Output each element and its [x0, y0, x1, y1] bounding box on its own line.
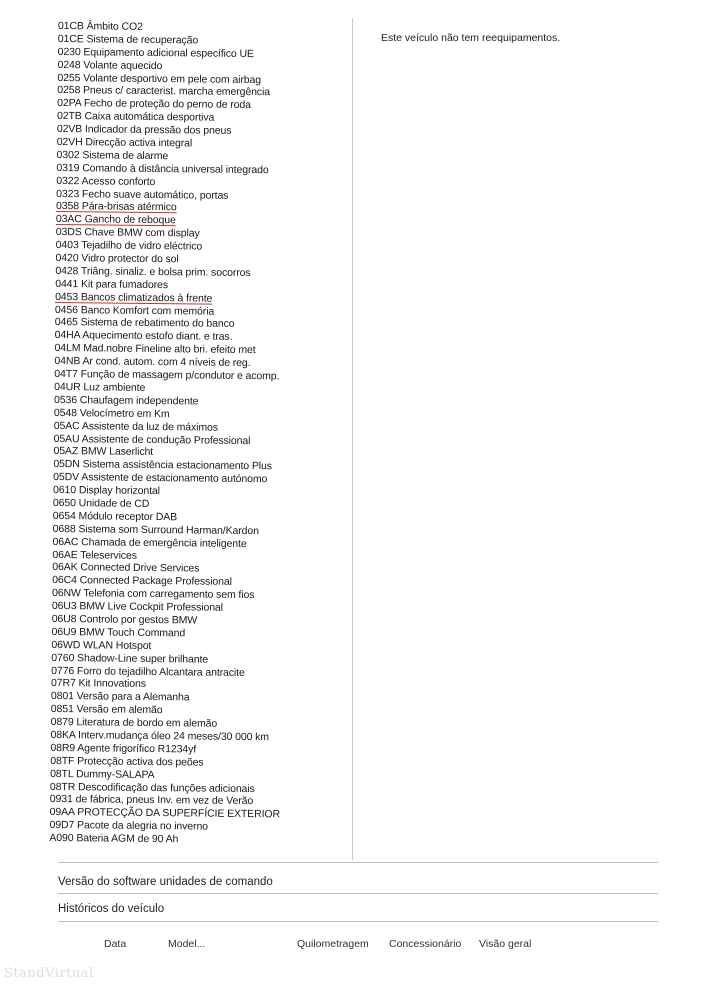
equipment-item: 05AC Assistente da luz de máximos [53, 419, 219, 434]
retrofit-note: Este veículo não tem reequipamentos. [381, 32, 561, 44]
equipment-item: 0931 de fábrica, pneus Inv. em vez de Verão [49, 793, 254, 808]
equipment-item: 09D7 Pacote da alegria no inverno [49, 819, 209, 833]
equipment-item: 04LM Mad.nobre Fineline alto bri. efeito met [54, 342, 256, 357]
equipment-list [49, 20, 358, 848]
equipment-item: 0760 Shadow-Line super brilhante [51, 651, 209, 666]
equipment-item: 02TB Caixa automática desportiva [56, 110, 215, 124]
equipment-item: 05AZ BMW Laserlicht [53, 445, 154, 459]
equipment-item: 07R7 Kit Innovations [50, 677, 147, 691]
watermark-logo: StandVirtual [4, 966, 94, 981]
equipment-item: 03AC Gancho de reboque [55, 213, 176, 227]
equipment-item: 06AK Connected Drive Services [52, 561, 200, 575]
divider-line [58, 921, 658, 922]
history-col-date: Data [104, 938, 127, 950]
equipment-item: 0879 Literatura de bordo em alemão [50, 716, 218, 730]
equipment-item: 06C4 Connected Package Professional [52, 574, 232, 589]
equipment-item: 05AU Assistente de condução Professional [53, 432, 251, 447]
equipment-item: 06U9 BMW Touch Command [51, 625, 186, 640]
equipment-item: 08TR Descodificação das funções adicionais [49, 780, 255, 795]
equipment-item: 04NB Ar cond. autom. com 4 níveis de reg. [54, 355, 251, 370]
equipment-item: 08TF Protecção activa dos peões [50, 754, 204, 769]
equipment-item: 01CE Sistema de recuperação [57, 32, 199, 47]
history-col-model: Model... [168, 938, 206, 950]
equipment-item: 0323 Fecho suave automático, portas [56, 187, 229, 202]
history-col-dealer: Concessionário [389, 938, 462, 950]
equipment-item: 0319 Comando à distância universal integrado [56, 161, 269, 177]
equipment-item: A090 Bateria AGM de 90 Ah [49, 832, 179, 846]
equipment-item: 0258 Pneus c/ caracterist. marcha emergência [57, 84, 271, 99]
equipment-item: 0610 Display horizontal [53, 484, 160, 498]
equipment-item: 0403 Tejadilho de vidro eléctrico [55, 239, 203, 253]
equipment-item: 06U3 BMW Live Cockpit Professional [51, 600, 224, 614]
equipment-item: 0453 Bancos climatizados à frente [55, 290, 213, 305]
equipment-item: 0548 Velocímetro em Km [53, 406, 170, 420]
history-col-mileage: Quilometragem [297, 938, 369, 950]
equipment-item: 0654 Módulo receptor DAB [52, 509, 178, 524]
equipment-item: 06WD WLAN Hotspot [51, 638, 152, 652]
divider-line [58, 893, 658, 894]
equipment-item: 0428 Triâng. sinaliz. e bolsa prim. socorros [55, 264, 251, 279]
equipment-item: 06AC Chamada de emergência inteligente [52, 535, 247, 550]
equipment-item: 06U8 Controlo por gestos BMW [51, 612, 198, 627]
software-versions-title: Versão do software unidades de comando [58, 876, 273, 888]
equipment-item: 02VB Indicador da pressão dos pneus [56, 123, 232, 137]
equipment-item: 05DN Sistema assistência estacionamento Plus [53, 458, 272, 473]
equipment-item: 0302 Sistema de alarme [56, 148, 169, 163]
equipment-item: 0420 Vidro protector do sol [55, 252, 179, 266]
column-divider [352, 18, 353, 860]
vehicle-history-title: Históricos do veículo [58, 903, 165, 915]
equipment-item: 0851 Versão em alemão [50, 703, 163, 717]
equipment-item: 02VH Direcção activa integral [56, 136, 193, 150]
equipment-item: 01CB Âmbito CO2 [57, 20, 143, 33]
divider-line [58, 862, 658, 863]
equipment-item: 06NW Telefonia com carregamento sem fios [51, 587, 255, 602]
equipment-item: 0441 Kit para fumadores [55, 277, 168, 291]
equipment-item: 0650 Unidade de CD [52, 496, 150, 510]
equipment-item: 09AA PROTECÇÃO DA SUPERFÍCIE EXTERIOR [49, 806, 281, 821]
equipment-item: 04UR Luz ambiente [54, 380, 146, 394]
equipment-item: 05DV Assistente de estacionamento autónomo [53, 471, 268, 486]
equipment-item: 0255 Volante desportivo em pele com airbag [57, 71, 262, 86]
equipment-item: 0688 Sistema som Surround Harman/Kardon [52, 522, 259, 537]
equipment-item: 0465 Sistema de rebatimento do banco [54, 316, 235, 331]
equipment-item: 0456 Banco Komfort com memória [54, 303, 215, 318]
equipment-item: 08TL Dummy-SALAPA [50, 767, 155, 781]
equipment-item: 0536 Chaufagem independente [53, 393, 199, 408]
equipment-item: 0230 Equipamento adicional específico UE [57, 45, 254, 60]
equipment-item: 0358 Pára-brisas atérmico [55, 200, 177, 214]
equipment-item: 0248 Volante aquecido [57, 58, 163, 72]
equipment-item: 08R9 Agente frigorífico R1234yf [50, 741, 197, 756]
equipment-item: 0322 Acesso conforto [56, 174, 156, 188]
history-col-overview: Visão geral [479, 938, 532, 950]
equipment-item: 03DS Chave BMW com display [55, 226, 200, 240]
equipment-item: 0801 Versão para a Alemanha [50, 690, 190, 704]
equipment-item: 0776 Forro do tejadilho Alcantara antracite [51, 664, 245, 679]
equipment-item: 02PA Fecho de proteção do perno de roda [57, 97, 251, 112]
equipment-item: 08KA Interv.mudança óleo 24 meses/30 000 km [50, 728, 270, 744]
equipment-item: 04HA Aquecimento estofo diant. e tras. [54, 329, 233, 344]
equipment-item: 04T7 Função de massagem p/condutor e acomp. [54, 368, 280, 383]
equipment-item: 06AE Teleservices [52, 548, 137, 562]
